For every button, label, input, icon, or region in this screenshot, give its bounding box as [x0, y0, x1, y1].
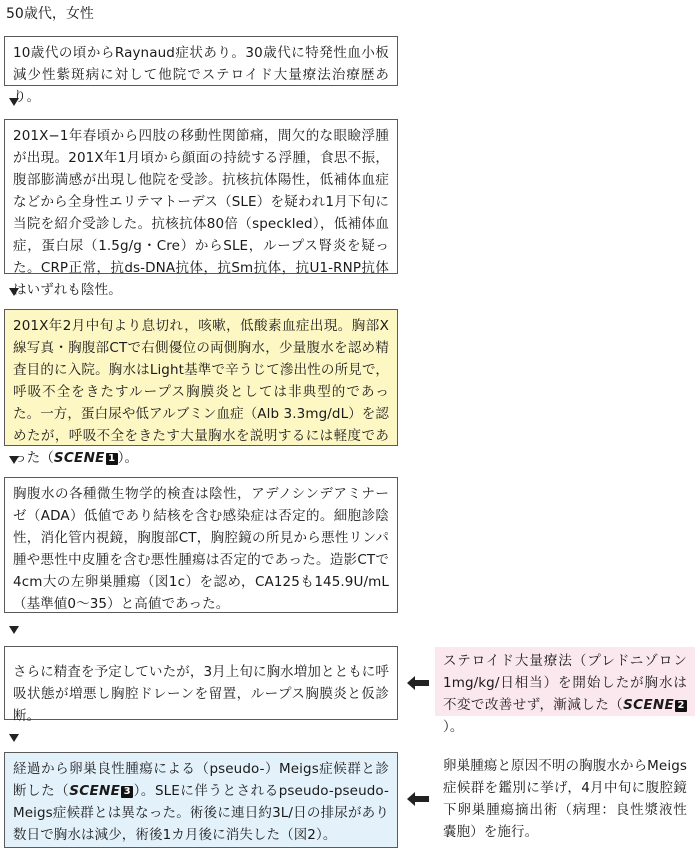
drainage-box	[4, 646, 398, 724]
workup-text: 胸腹水の各種微生物学的検査は陰性，アデノシンデアミナーゼ（ADA）低値であり結核を含む感染症は否定的。細胞診陰性，消化管内視鏡，胸腹部CT，胸腔鏡の所見から悪性リンパ腫や悪性中皮腫を含む悪性腫瘍は否定的であった。造影CTで4cm大の左卵巣腫瘍（図1c）を認め，CA125も145.9U/mL（基準値0〜35）と高値であった。	[13, 486, 389, 612]
scene1-box	[4, 309, 398, 466]
presentation-text: 201X−1年春頃から四肢の移動性関節痛，間欠的な眼瞼浮腫が出現。201X年1月頃から顔面の持続する浮腫，食思不振，腹部膨満感が出現し他院を受診。抗核抗体陽性，低補体血症などから全身性エリテマトーデス（SLE）を疑われ1月下旬に当院を紹介受診した。抗核抗体80倍（speckled），低補体血症，蛋白尿（1.5g/g・Cre）からSLE，ループス腎炎を疑った。CRP正常，抗ds-DNA抗体，抗Sm抗体，抗U1-RNP抗体はいずれも陰性。	[13, 128, 389, 298]
presentation-box	[4, 119, 398, 298]
scene1-tail: ）。	[117, 450, 139, 466]
scene2-text: ステロイド大量療法（プレドニゾロン1mg/kg/日相当）を開始したが胸水は不変で改善せず，漸減した（	[443, 653, 687, 713]
scene-number-badge: 2	[675, 700, 687, 712]
patient-header: 50歳代，女性	[6, 6, 94, 22]
workup-box	[4, 477, 398, 613]
scene2-box	[435, 647, 695, 735]
scene-number-badge: 1	[106, 453, 118, 465]
flow-arrow-down-1	[9, 98, 19, 106]
history-text: 10歳代の頃からRaynaud症状あり。30歳代に特発性血小板減少性紫斑病に対して他院でステロイド大量療法治療歴あり。	[13, 45, 389, 105]
surgery-text: 卵巣腫瘍と原因不明の胸腹水からMeigs症候群を鑑別に挙げ，4月中旬に腹腔鏡下卵巣腫瘍摘出術（病理：良性漿液性嚢胞）を施行。	[443, 758, 687, 840]
history-box	[4, 36, 398, 105]
flow-arrow-down-4	[9, 626, 19, 634]
scene-label: SCENE	[623, 697, 674, 713]
arrow-left-icon	[407, 792, 429, 806]
scene3-box	[4, 752, 398, 848]
scene-number-badge: 3	[121, 786, 133, 798]
scene1-text: 201X年2月中旬より息切れ，咳嗽，低酸素血症出現。胸部X線写真・胸腹部CTで右側優位の両側胸水，少量腹水を認め精査目的に入院。胸水はLight基準で辛うじて滲出性の所見で，呼吸不全をきたすループス胸膜炎としては非典型的であった。一方，蛋白尿や低アルブミン血症（Alb 3.3mg/dL）を認めたが，呼吸不全をきたす大量胸水を説明するには軽度であった（	[13, 318, 389, 466]
scene2-tail: ）。	[443, 719, 464, 735]
flow-arrow-down-3	[9, 456, 19, 464]
scene3-text-post: ）。SLEに伴うとされるpseudo-pseudo-Meigs症候群とは異なった。術後に連日約3L/日の排尿があり数日で胸水は減少，術後1カ月後に消失した（図2）。	[13, 783, 389, 843]
scene3-text-pre: 経過から卵巣良性腫瘍による（pseudo-）Meigs症候群と診断した（	[13, 761, 389, 799]
scene-label: SCENE	[69, 783, 121, 799]
flow-arrow-down-2	[9, 288, 19, 296]
flow-arrow-down-5	[9, 734, 19, 742]
scene-label: SCENE	[53, 450, 105, 466]
drainage-text: さらに精査を予定していたが，3月上旬に胸水増加とともに呼吸状態が増悪し胸腔ドレーンを留置，ループス胸膜炎と仮診断。	[13, 664, 389, 724]
arrow-left-icon	[407, 676, 429, 690]
surgery-box	[435, 752, 695, 848]
